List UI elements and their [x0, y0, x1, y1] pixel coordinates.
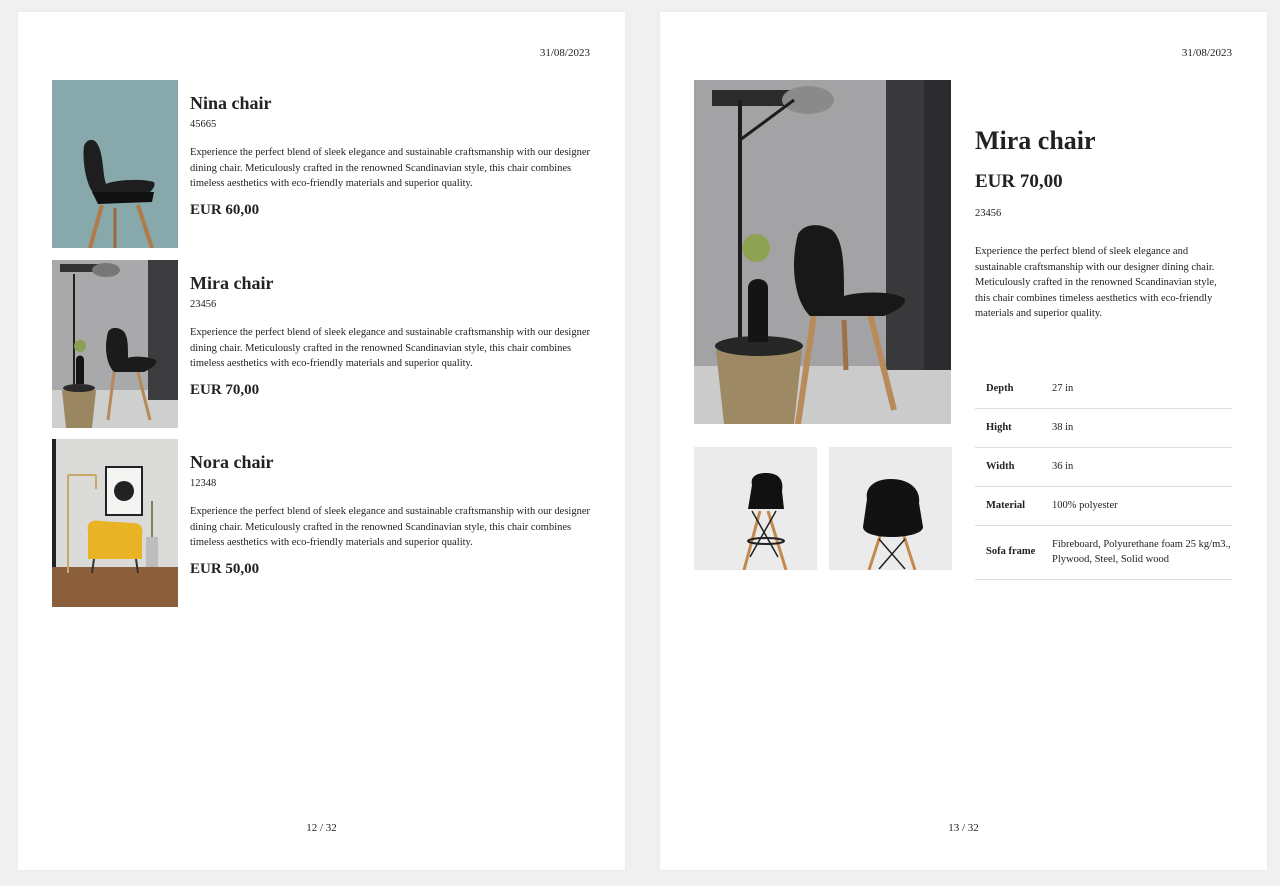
spec-value: 27 in — [1052, 369, 1232, 408]
product-price: EUR 70,00 — [975, 171, 1063, 192]
spec-row — [975, 486, 1232, 525]
product-thumbnail[interactable] — [694, 447, 817, 570]
catalog-page-left — [18, 12, 625, 870]
spec-row — [975, 408, 1232, 447]
spec-label: Hight — [975, 408, 1052, 447]
product-title: Mira chair — [975, 126, 1096, 155]
product-info — [190, 272, 592, 399]
spec-label: Depth — [975, 369, 1052, 408]
spec-value: 36 in — [1052, 447, 1232, 486]
product-sku: 23456 — [190, 299, 217, 310]
product-price: EUR 60,00 — [190, 201, 260, 218]
spec-row — [975, 525, 1232, 579]
product-thumbnail[interactable] — [829, 447, 952, 570]
spec-value: Fibreboard, Polyurethane foam 25 kg/m3., Plywood, Steel, Solid wood — [1052, 525, 1232, 579]
page-date: 31/08/2023 — [1181, 47, 1232, 59]
product-description: Experience the perfect blend of sleek elegance and sustainable craftsmanship with our designer dining chair. Meticulously crafted in the renowned Scandinavian style, this chair combines timeless aesthetics with eco-friendly materials and superior quality. — [975, 246, 1217, 319]
spec-value: 100% polyester — [1052, 486, 1232, 525]
product-item[interactable] — [52, 80, 592, 248]
product-photo-nina[interactable] — [52, 80, 178, 248]
product-photo-nora[interactable] — [52, 439, 178, 607]
product-price: EUR 50,00 — [190, 560, 260, 577]
product-item[interactable] — [52, 439, 592, 607]
product-sku: 23456 — [975, 208, 1002, 219]
page-number: 12 / 32 — [306, 822, 337, 834]
spec-value: 38 in — [1052, 408, 1232, 447]
product-name[interactable]: Nora chair — [190, 452, 274, 472]
specs-table — [975, 369, 1232, 580]
spec-label: Width — [975, 447, 1052, 486]
product-item[interactable] — [52, 260, 592, 428]
product-sku: 45665 — [190, 119, 217, 130]
page-date: 31/08/2023 — [539, 47, 590, 59]
spec-label: Material — [975, 486, 1052, 525]
product-name[interactable]: Mira chair — [190, 273, 274, 293]
spec-row — [975, 447, 1232, 486]
product-name[interactable]: Nina chair — [190, 93, 272, 113]
product-price: EUR 70,00 — [190, 381, 260, 398]
product-info — [190, 92, 592, 219]
spec-label: Sofa frame — [975, 525, 1052, 579]
product-photo-mira[interactable] — [52, 260, 178, 428]
product-detail — [975, 125, 1232, 322]
product-description: Experience the perfect blend of sleek elegance and sustainable craftsmanship with our designer dining chair. Meticulously crafted in the renowned Scandinavian style, this chair combines timeless aesthetics with eco-friendly materials and superior quality. — [190, 327, 591, 369]
catalog-page-right — [660, 12, 1267, 870]
product-info — [190, 451, 592, 578]
product-main-photo[interactable] — [694, 80, 951, 424]
page-number: 13 / 32 — [948, 822, 979, 834]
spec-row — [975, 369, 1232, 408]
product-description: Experience the perfect blend of sleek elegance and sustainable craftsmanship with our designer dining chair. Meticulously crafted in the renowned Scandinavian style, this chair combines timeless aesthetics with eco-friendly materials and superior quality. — [190, 506, 591, 548]
product-description: Experience the perfect blend of sleek elegance and sustainable craftsmanship with our designer dining chair. Meticulously crafted in the renowned Scandinavian style, this chair combines timeless aesthetics with eco-friendly materials and superior quality. — [190, 147, 591, 189]
product-sku: 12348 — [190, 478, 217, 489]
